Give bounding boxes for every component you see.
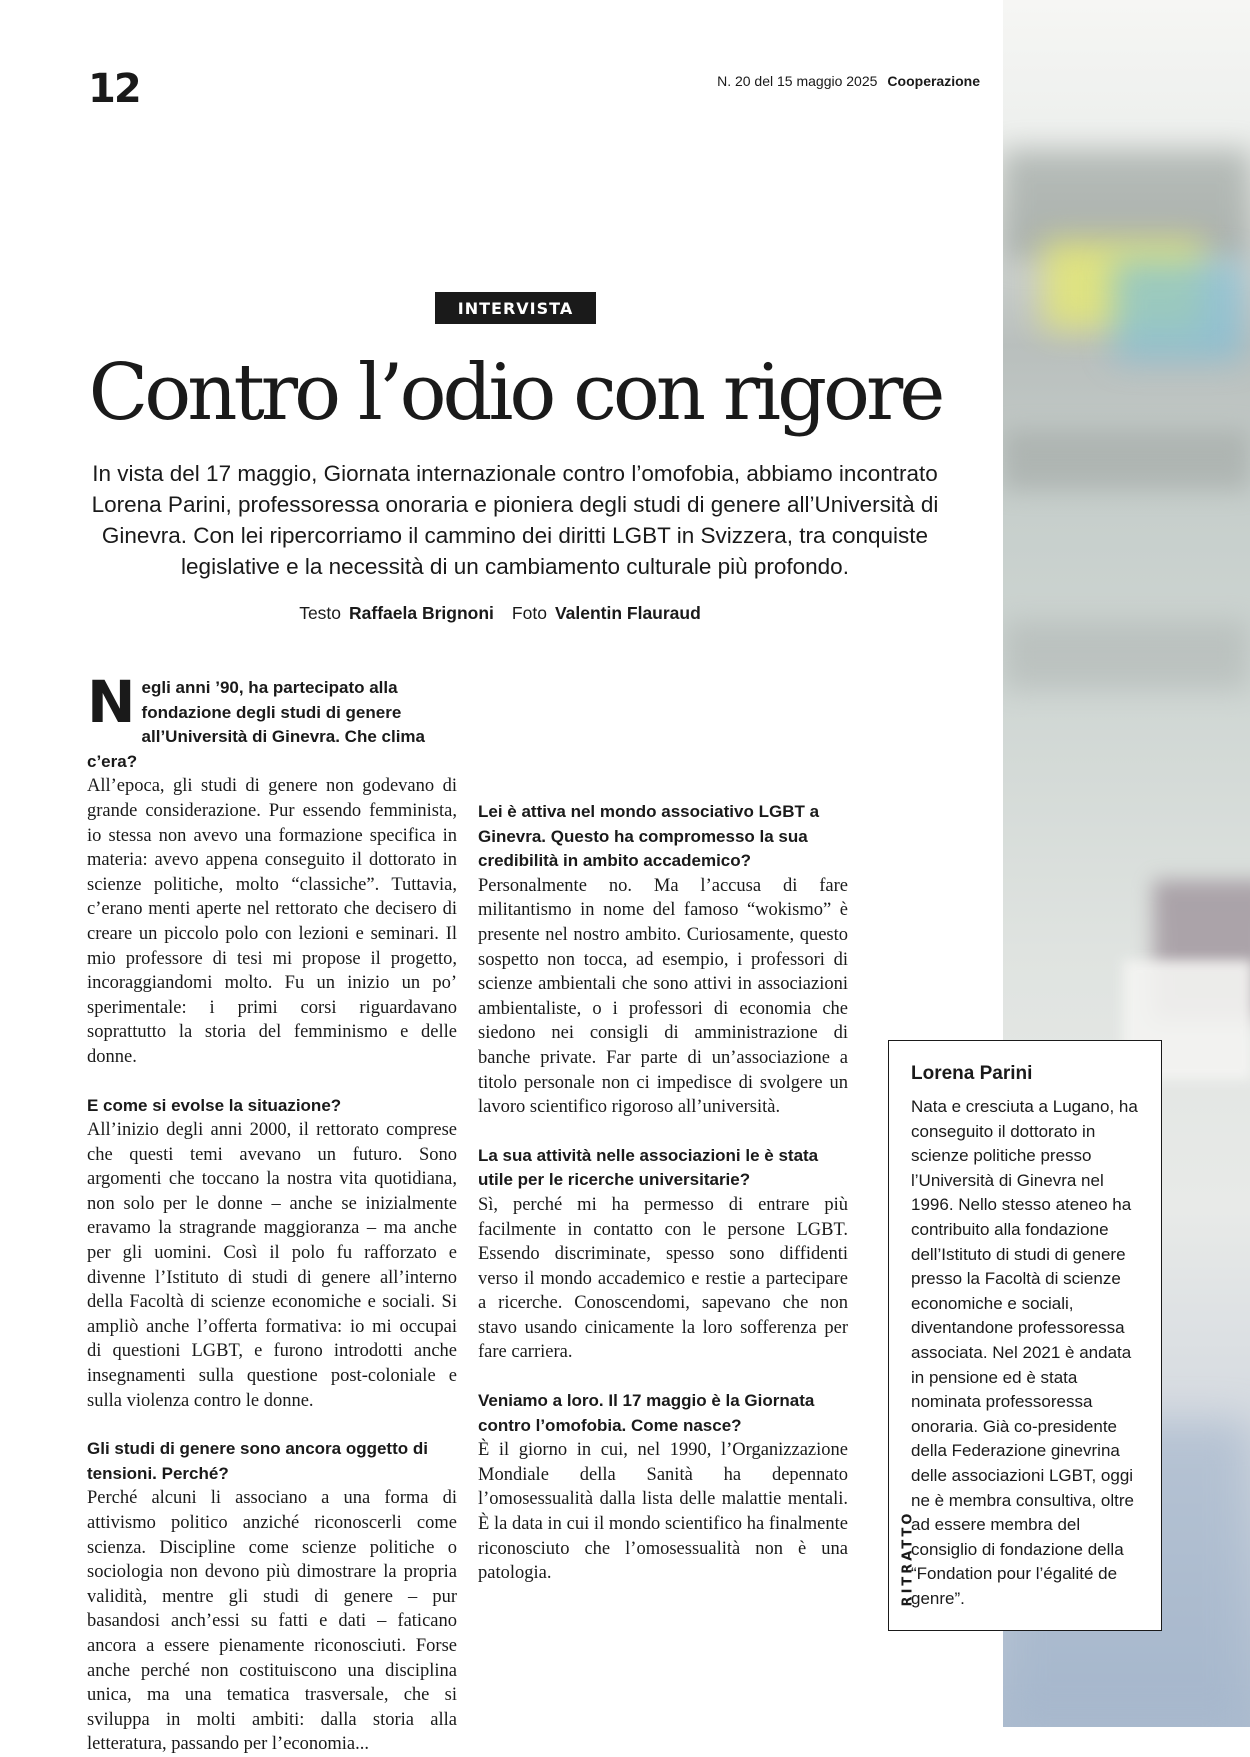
article-column-1	[87, 668, 457, 1757]
answer-4: Personalmente no. Ma l’accusa di fare militantismo in nome del famoso “wokismo” è presente nel nostro ambito. Curiosamente, questo sospetto non tocca, ad esempio, i professori di scienze ambientali che sono attivi in associazioni ambientaliste, o i professori di economia che siedono nei consigli di amministrazione di banche private. Far parte di un’associazione a titolo personale non ci impedisce di svolgere un lavoro scientifico rigoroso all’università.	[478, 875, 848, 1118]
question-1: egli anni ’90, ha partecipato alla fondazione degli studi di genere all’Università di Ginevra. Che clima c’era?	[87, 678, 425, 771]
article-title: Contro l’odio con rigore	[88, 348, 942, 438]
article-credits	[0, 603, 1000, 624]
photo-author: Valentin Flauraud	[554, 603, 701, 623]
text-author: Raffaela Brignoni	[349, 603, 494, 623]
kicker-badge: INTERVISTA	[435, 292, 596, 324]
sidebar-name: Lorena Parini	[911, 1063, 1033, 1084]
answer-5: Sì, perché mi ha permesso di entrare più facilmente in contatto con le persone LGBT. Essendo discriminate, spesso sono diffidenti verso il mondo accademico e restie a partecipare a ricerche. Conoscendomi, sapevano che non stavo usando cinicamente la loro sofferenza per fare carriera.	[478, 1194, 848, 1363]
page-number: 12	[88, 66, 140, 112]
issue-info	[717, 73, 980, 89]
answer-3: Perché alcuni li associano a una forma di attivismo politico anziché riconoscerli come scienza. Discipline come scienze politiche o sociologia non devono più dimostrare la propria validità, mentre gli studi di genere – pur basandosi anch’essi su fatti e dati – faticano ancora a essere pienamente riconosciuti. Forse anche perché non costituiscono una disciplina unica, ma una tematica trasversale, che si sviluppa in molti ambiti: dalla storia alla letteratura, passando per l’economia...	[87, 1488, 457, 1755]
sidebar-bio: Nata e cresciuta a Lugano, ha conseguito il dottorato in scienze politiche presso l’Università di Ginevra nel 1996. Nello stesso ateneo ha contribuito alla fondazione dell’Istituto di studi di genere presso la Facoltà di scienze economiche e sociali, diventandone professoressa associata. Nel 2021 è andata in pensione ed è stata nominata professoressa onoraria. Già co-presidente della Federazione ginevrina delle associazioni LGBT, oggi ne è membra consultiva, oltre ad essere membra del consiglio di fondazione della “Fondation pour l’égalité de genre”.	[911, 1097, 1138, 1608]
article-lead: In vista del 17 maggio, Giornata internazionale contro l’omofobia, abbiamo incontrato Lorena Parini, professoressa onoraria e pioniera degli studi di genere all’Università di Ginevra. Con lei ripercorriamo il cammino dei diritti LGBT in Svizzera, tra conquiste legislative e la necessità di un cambiamento culturale più profondo.	[91, 461, 939, 579]
answer-1: All’epoca, gli studi di genere non godevano di grande considerazione. Pur essendo femminista, io stessa non avevo una formazione specifica in materia: avevo appena conseguito il dottorato in scienze politiche, molto “classiche”. Tuttavia, c’erano menti aperte nel rettorato che decisero di creare un piccolo polo con lezioni e seminari. Il mio professore di tesi mi propose il progetto, incoraggiandomi molto. Fu un inizio un po’ sperimentale: i primi corsi riguardavano soprattutto la storia del femminismo e delle donne.	[87, 776, 457, 1067]
text-label: Testo	[299, 603, 342, 623]
article-column-2	[478, 676, 848, 1586]
publication-name: Cooperazione	[887, 73, 980, 89]
answer-6: È il giorno in cui, nel 1990, l’Organizzazione Mondiale della Sanità ha depennato l’omosessualità dalla lista delle malattie mentali. È la data in cui il mondo scientifico ha finalmente riconosciuto che l’omosessualità non è una patologia.	[478, 1440, 848, 1584]
drop-cap: N	[87, 668, 136, 736]
answer-2: All’inizio degli anni 2000, il rettorato comprese che questi temi avevano un futuro. Sono argomenti che toccano la nostra vita quotidiana, non solo per le donne – anche se inizialmente eravamo la stragrande maggioranza – ma anche per gli uomini. Così il polo fu rafforzato e divenne l’Istituto di studi di genere all’interno della Facoltà di scienze economiche e sociali. Si ampliò anche l’offerta formativa: io mi occupai di questioni LGBT, e furono introdotti anche insegnamenti sulla questione post-coloniale e sulla violenza contro le donne.	[87, 1120, 457, 1411]
question-3: Gli studi di genere sono ancora oggetto di tensioni. Perché?	[87, 1439, 428, 1483]
issue-date: N. 20 del 15 maggio 2025	[717, 73, 878, 89]
photo-label: Foto	[511, 603, 547, 623]
sidebar-label-text: RITRATTO	[900, 1510, 916, 1607]
question-2: E come si evolse la situazione?	[87, 1095, 342, 1115]
question-4: Lei è attiva nel mondo associativo LGBT a Ginevra. Questo ha compromesso la sua credibilità in ambito accademico?	[478, 802, 820, 871]
question-5: La sua attività nelle associazioni le è stata utile per le ricerche universitarie?	[478, 1145, 819, 1190]
question-6: Veniamo a loro. Il 17 maggio è la Giornata contro l’omofobia. Come nasce?	[478, 1391, 815, 1435]
portrait-sidebar	[888, 1040, 1162, 1631]
